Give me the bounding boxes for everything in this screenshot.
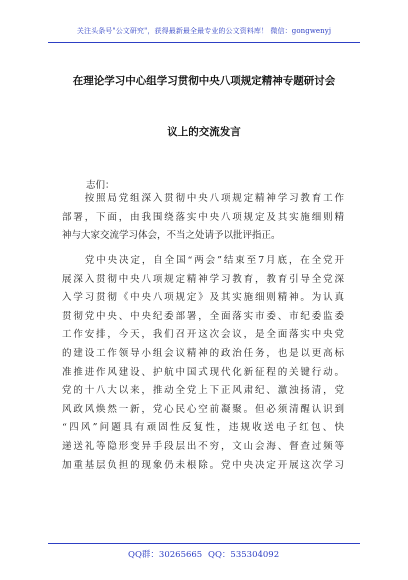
paragraph-2 xyxy=(62,252,344,475)
paragraph-line: “四风”问题具有顽固性反复性，违规收送电子红包、快 xyxy=(62,422,344,434)
paragraph-line: 按照局党组深入贯彻中央八项规定精神学习教育工作 xyxy=(62,193,344,204)
paragraph-line: 的建设工作领导小组会议精神的政治任务，也是以更高标 xyxy=(62,347,344,359)
paragraph-line: 党中央决定，自全国“两会”结束至7月底，在全党开 xyxy=(62,255,344,266)
footer-qq-group: QQ群：30265665 xyxy=(128,550,203,560)
document-title-line-1: 在理论学习中心组学习贯彻中央八项规定精神专题研讨会 xyxy=(72,75,336,87)
document-title-line-2: 议上的交流发言 xyxy=(167,126,241,138)
paragraph-line: 神与大家交流学习体会，不当之处请予以批评指正。 xyxy=(62,230,281,242)
paragraph-line: 递送礼等隐形变异手段层出不穷，文山会海、督查过频等 xyxy=(62,440,344,452)
paragraph-line: 部署，下面，由我围绕落实中央八项规定及其实施细则精 xyxy=(62,211,344,223)
header-banner: 关注头条号"公文研究"，获得最新最全最专业的公文资料库！ 微信：gongwenyj xyxy=(76,27,332,35)
paragraph-line: 入学习贯彻《中央八项规定》及其实施细则精神。为认真 xyxy=(62,292,344,304)
footer-divider xyxy=(48,543,360,544)
paragraph-line: 准推进作风建设、护航中国式现代化新征程的关键行动。 xyxy=(62,366,344,378)
salutation: 志们： xyxy=(86,180,115,191)
paragraph-line: 展深入贯彻中央八项规定精神学习教育，教育引导全党深 xyxy=(62,273,344,285)
paragraph-line: 工作安排，今天，我们召开这次会议，是全面落实中央党 xyxy=(62,329,344,341)
paragraph-line: 党的十八大以来，推动全党上下正风肃纪、激浊扬清，党 xyxy=(62,385,344,397)
paragraph-line: 风政风焕然一新，党心民心空前凝聚。但必须清醒认识到 xyxy=(62,403,344,415)
footer-qq-contact: QQ：535304092 xyxy=(208,550,280,560)
paragraph-1 xyxy=(62,190,344,246)
header-divider xyxy=(48,42,360,43)
paragraph-line: 加重基层负担的现象仍未根除。党中央决定开展这次学习 xyxy=(62,459,344,471)
paragraph-line: 贯彻党中央、中央纪委部署，全面落实市委、市纪委监委 xyxy=(62,310,344,322)
